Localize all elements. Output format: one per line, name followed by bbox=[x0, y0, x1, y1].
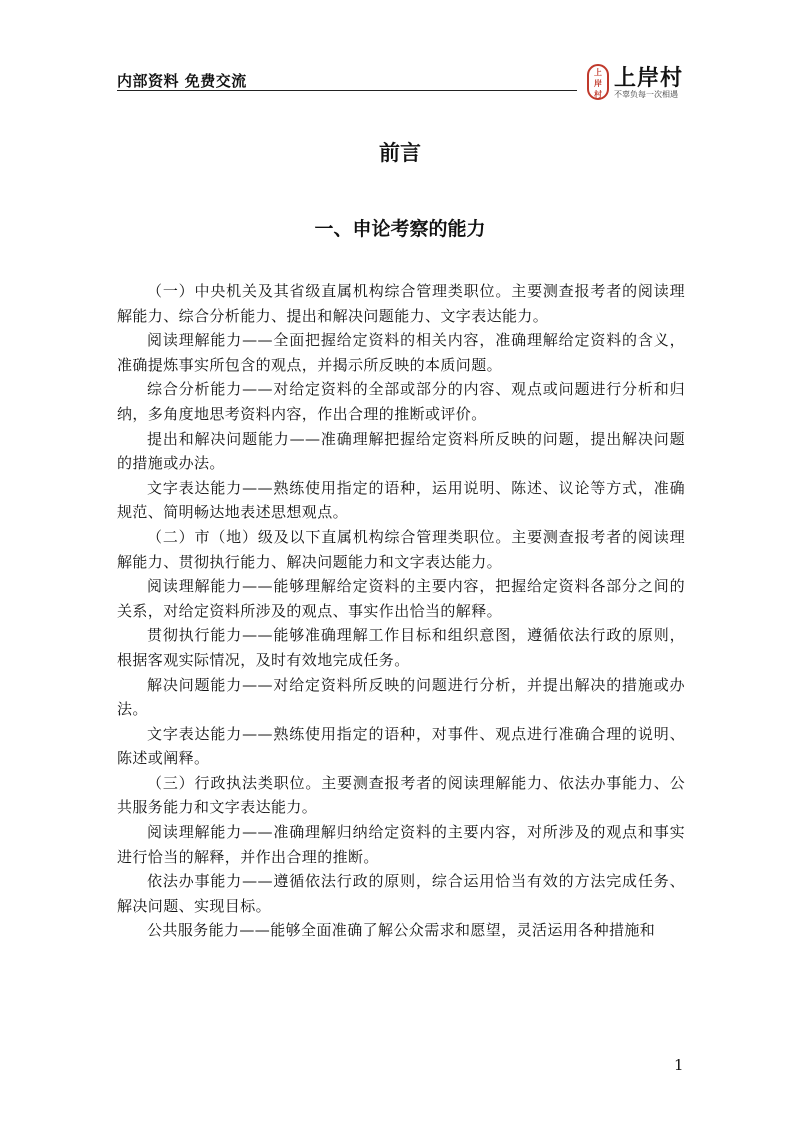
logo-seal-char: 村 bbox=[594, 90, 602, 99]
header-rule bbox=[117, 90, 577, 91]
logo-name: 上岸村 bbox=[614, 66, 684, 91]
logo-slogan: 不辜负每一次相遇 bbox=[614, 90, 678, 99]
paragraph: 解决问题能力——对给定资料所反映的问题进行分析，并提出解决的措施或办法。 bbox=[117, 675, 685, 719]
body-text bbox=[117, 279, 685, 943]
paragraph: 公共服务能力——能够全面准确了解公众需求和愿望，灵活运用各种措施和 bbox=[147, 921, 656, 940]
paragraph: （三）行政执法类职位。主要测查报考者的阅读理解能力、依法办事能力、公共服务能力和文字表达能力。 bbox=[117, 773, 685, 817]
page-number: 1 bbox=[674, 1056, 684, 1074]
paragraph: 文字表达能力——熟练使用指定的语种，对事件、观点进行准确合理的说明、陈述或阐释。 bbox=[117, 724, 685, 768]
page-title: 前言 bbox=[379, 141, 421, 165]
logo-seal-char: 上 bbox=[594, 68, 602, 77]
paragraph: 阅读理解能力——能够理解给定资料的主要内容，把握给定资料各部分之间的关系，对给定资料所涉及的观点、事实作出恰当的解释。 bbox=[117, 577, 685, 620]
brand-logo bbox=[587, 64, 697, 104]
paragraph: （二）市（地）级及以下直属机构综合管理类职位。主要测查报考者的阅读理解能力、贯彻执行能力、解决问题能力和文字表达能力。 bbox=[117, 527, 685, 571]
paragraph: 综合分析能力——对给定资料的全部或部分的内容、观点或问题进行分析和归纳，多角度地思考资料内容，作出合理的推断或评价。 bbox=[117, 380, 685, 423]
paragraph: 依法办事能力——遵循依法行政的原则，综合运用恰当有效的方法完成任务、解决问题、实现目标。 bbox=[117, 872, 685, 915]
paragraph: 阅读理解能力——全面把握给定资料的相关内容，准确理解给定资料的含义，准确提炼事实所包含的观点，并揭示所反映的本质问题。 bbox=[117, 331, 685, 374]
paragraph: 提出和解决问题能力——准确理解把握给定资料所反映的问题，提出解决问题的措施或办法。 bbox=[117, 429, 685, 473]
page-header bbox=[117, 66, 687, 106]
paragraph: 文字表达能力——熟练使用指定的语种，运用说明、陈述、议论等方式，准确规范、简明畅达地表述思想观点。 bbox=[117, 478, 685, 522]
logo-seal-char: 岸 bbox=[594, 79, 602, 88]
header-label: 内部资料 免费交流 bbox=[117, 72, 247, 90]
paragraph: （一）中央机关及其省级直属机构综合管理类职位。主要测查报考者的阅读理解能力、综合分析能力、提出和解决问题能力、文字表达能力。 bbox=[117, 282, 685, 325]
section-heading: 一、申论考察的能力 bbox=[314, 218, 486, 240]
paragraph: 贯彻执行能力——能够准确理解工作目标和组织意图，遵循依法行政的原则，根据客观实际情况，及时有效地完成任务。 bbox=[117, 626, 685, 669]
logo-seal-icon bbox=[587, 64, 609, 100]
paragraph: 阅读理解能力——准确理解归纳给定资料的主要内容，对所涉及的观点和事实进行恰当的解释，并作出合理的推断。 bbox=[117, 823, 685, 866]
